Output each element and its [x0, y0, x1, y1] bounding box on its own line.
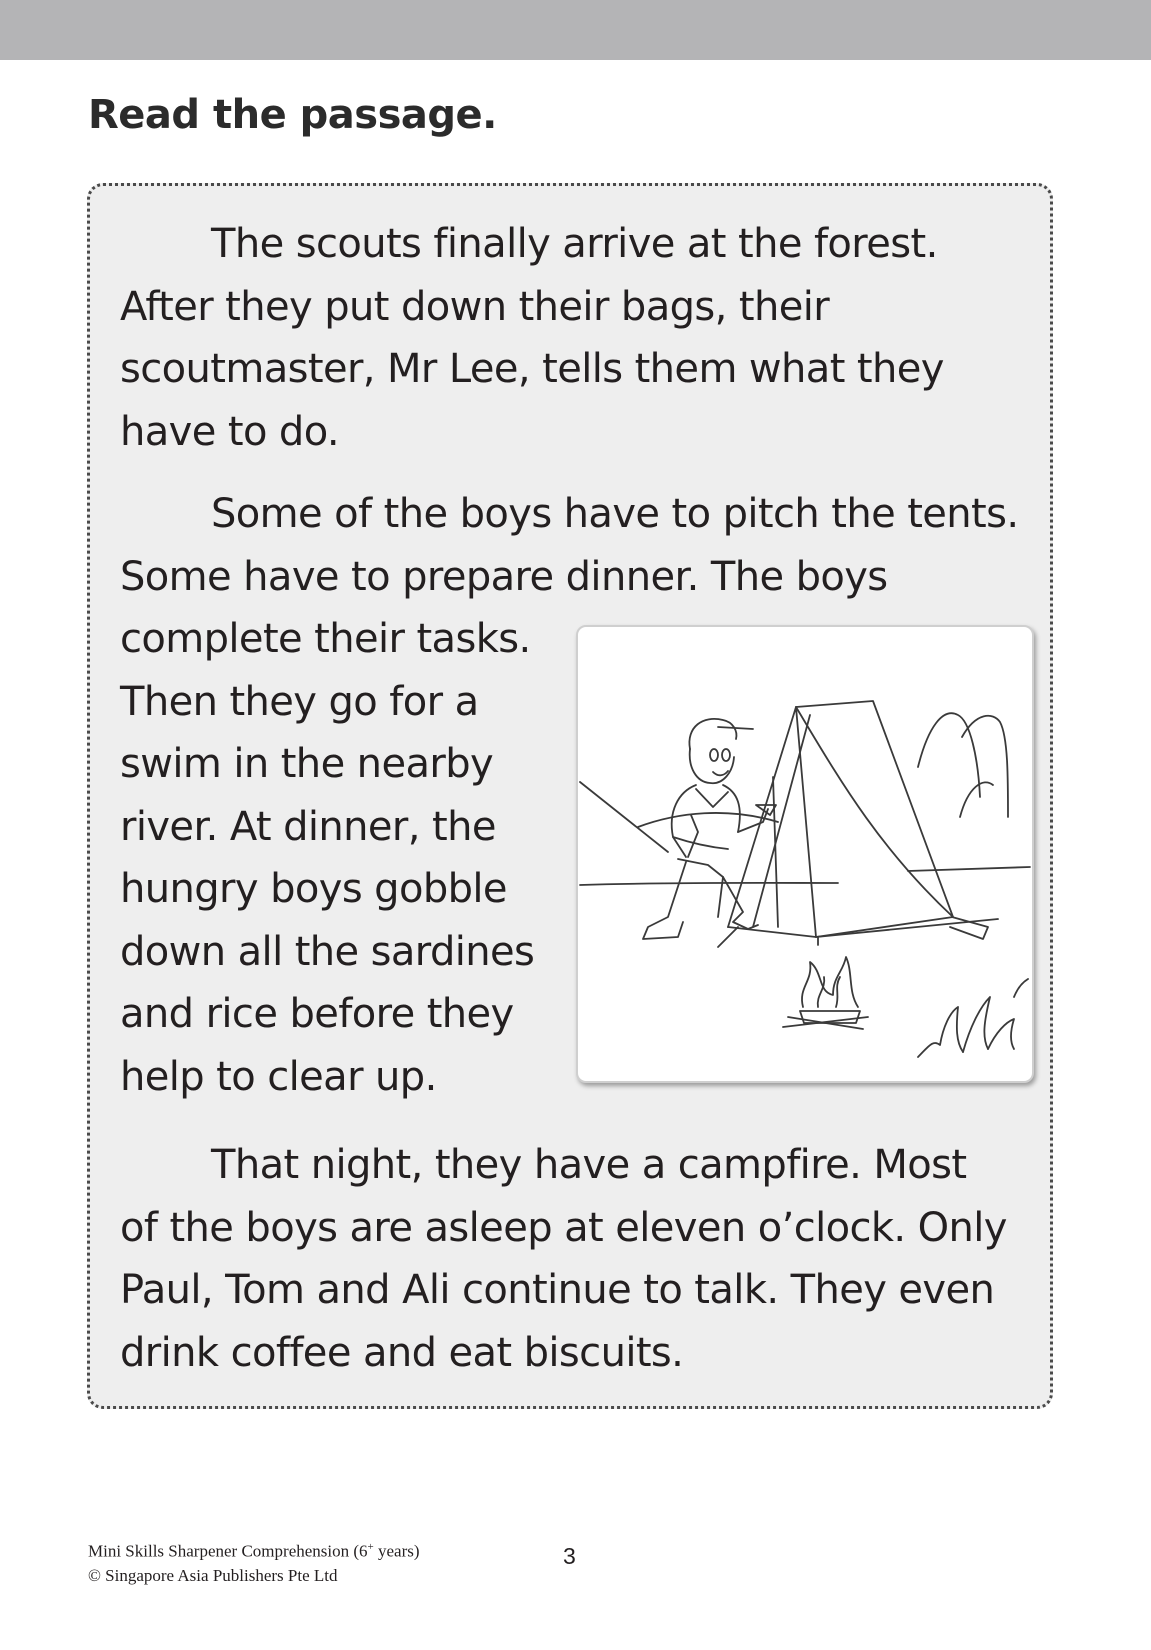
passage-line: and rice before they	[120, 991, 514, 1037]
campfire-drawing	[783, 957, 868, 1029]
passage-line: The scouts finally arrive at the forest.	[211, 221, 938, 267]
passage-box	[87, 183, 1053, 1409]
passage-line: After they put down their bags, their	[120, 283, 830, 330]
book-title: Mini Skills Sharpener Comprehension (6+ years)	[88, 1541, 420, 1561]
footer-credits	[88, 1535, 420, 1588]
passage-line: have to do.	[120, 408, 340, 455]
passage-line: river. At dinner, the	[120, 803, 496, 850]
passage-line: Some of the boys have to pitch the tents.	[211, 491, 1019, 537]
hills-drawing	[580, 713, 1030, 885]
passage-line: Paul, Tom and Ali continue to talk. They even	[120, 1267, 995, 1313]
passage-line: That night, they have a campfire. Most	[211, 1142, 967, 1188]
passage-line: of the boys are asleep at eleven o’clock. Only	[120, 1204, 1007, 1251]
header-band	[0, 0, 1151, 60]
passage-line: scoutmaster, Mr Lee, tells them what they	[120, 346, 944, 392]
passage-line: drink coffee and eat biscuits.	[120, 1329, 684, 1376]
passage-line: swim in the nearby	[120, 741, 494, 787]
copyright-notice: © Singapore Asia Publishers Pte Ltd	[88, 1565, 338, 1585]
paragraph-1	[120, 213, 944, 463]
scout-boy-drawing	[643, 719, 776, 939]
paragraph-3	[120, 1134, 1007, 1384]
passage-line: Some have to prepare dinner. The boys	[120, 553, 888, 600]
instruction-heading: Read the passage.	[88, 92, 497, 138]
passage-line: Then they go for a	[120, 678, 479, 725]
grass-drawing	[918, 979, 1028, 1057]
passage-line: complete their tasks.	[120, 616, 531, 662]
passage-line: help to clear up.	[120, 1053, 437, 1100]
passage-line: hungry boys gobble	[120, 866, 507, 912]
scout-camp-illustration	[576, 625, 1034, 1083]
page-number: 3	[563, 1543, 576, 1569]
passage-line: down all the sardines	[120, 928, 535, 975]
